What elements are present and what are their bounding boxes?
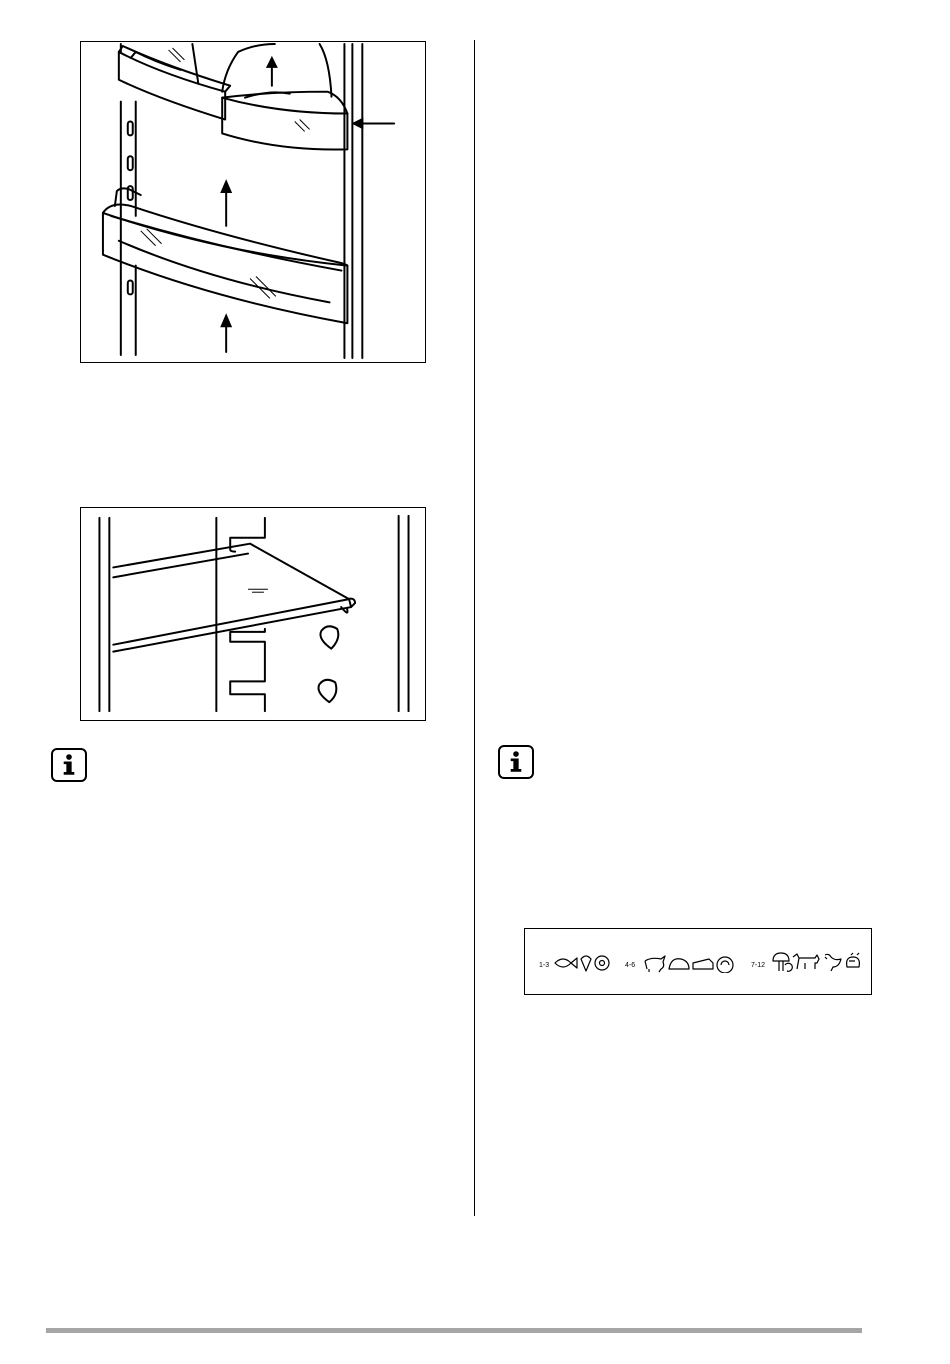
period-2-icons: [643, 953, 739, 973]
cow-icon: [793, 954, 819, 969]
fish-icon: [555, 958, 577, 968]
period-1-icons: [553, 953, 613, 973]
period-label-2: 4-6: [625, 962, 636, 969]
ice-cream-icon: [581, 956, 591, 971]
chicken-icon: [825, 954, 841, 971]
period-label-3: 7-12: [751, 962, 766, 969]
storage-period-chart: [524, 928, 872, 995]
door-balconies-figure: [80, 41, 426, 363]
footer-rule: [46, 1328, 862, 1333]
column-divider: [474, 40, 475, 1216]
period-label-1: 1-3: [539, 962, 550, 969]
shellfish-icon: [847, 953, 860, 967]
doughnut-icon: [595, 956, 609, 970]
pie-icon: [717, 957, 733, 973]
glass-shelf-illustration: [81, 508, 425, 720]
door-balconies-illustration: [81, 42, 425, 362]
cheese-icon: [693, 959, 713, 969]
bread-icon: [669, 959, 689, 969]
period-3-icons: [771, 951, 867, 973]
info-icon: [51, 748, 87, 782]
glass-shelf-figure: [80, 507, 426, 721]
mushroom-icon: [773, 953, 792, 971]
info-glyph: [500, 747, 532, 777]
info-glyph: [53, 750, 85, 780]
pig-icon: [645, 956, 665, 972]
info-icon: [498, 745, 534, 779]
